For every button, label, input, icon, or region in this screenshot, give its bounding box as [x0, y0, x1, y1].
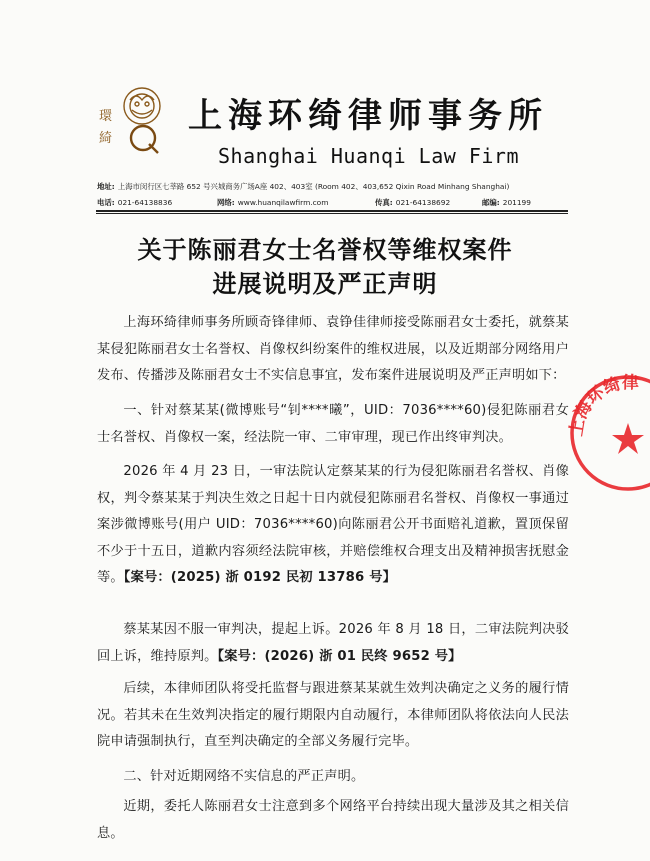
header-divider-thick — [96, 210, 568, 212]
paragraph-second-instance — [97, 617, 569, 670]
postcode-item — [482, 197, 531, 208]
second-instance-text: 蔡某某因不服一审判决，提起上诉。2026 年 8 月 18 日，二审法院判决驳回上诉，维持原判。 — [97, 622, 569, 664]
first-instance-text: 2026 年 4 月 23 日，一审法院认定蔡某某的行为侵犯陈丽君名誉权、肖像权，判令蔡某某于判决生效之日起十日内就侵犯陈丽君名誉权、肖像权一事通过案涉微博账号(用户 UID：7036****60)向陈丽君公开书面赔礼道歉，置顶保留不少于十五日，道歉内容须经法院审核，并赔偿维权合理支出及精神损害抚慰金等。 — [97, 464, 569, 585]
official-seal — [560, 365, 650, 495]
firm-name-english: Shanghai Huanqi Law Firm — [218, 144, 519, 168]
paragraph-first-instance — [97, 459, 569, 592]
header-divider-thin — [96, 213, 568, 214]
website-label: 网络: — [217, 198, 235, 207]
logo-lettering-top: 環 — [99, 109, 113, 124]
paragraph-intro: 上海环绮律师事务所顾奇锋律师、袁铮佳律师接受陈丽君女士委托，就蔡某某侵犯陈丽君女士名誉权、肖像权纠纷案件的维权进展，以及近期部分网络用户发布、传播涉及陈丽君女士不实信息事宜，发布案件进展说明及严正声明如下： — [97, 315, 569, 383]
logo-lettering-bottom: 綺 — [99, 131, 113, 146]
paragraph-recent: 近期，委托人陈丽君女士注意到多个网络平台持续出现大量涉及其之相关信息。 — [97, 799, 569, 841]
seal-star-icon — [612, 423, 644, 454]
first-instance-case-number: 【案号：(2025) 浙 0192 民初 13786 号】 — [123, 570, 396, 585]
seal-lettering: 上海环绮律 — [566, 373, 639, 438]
fax-item — [375, 197, 450, 208]
paragraph-section-one: 一、针对蔡某某(微博账号“钊****曦”，UID：7036****60)侵犯陈丽君女士名誉权、肖像权一案，经法院一审、二审审理，现已作出终审判决。 — [97, 403, 569, 445]
firm-logo — [96, 80, 174, 160]
address-line — [97, 181, 509, 192]
fax-value: 021-64138692 — [395, 198, 451, 207]
second-instance-case-number: 【案号：(2026) 浙 01 民终 9652 号】 — [217, 648, 462, 664]
paragraph-section-two: 二、针对近期网络不实信息的严正声明。 — [123, 769, 365, 784]
address-value: 上海市闵行区七莘路 652 号兴城商务广场A座 402、403室 (Room 402、403,652 Qixin Road Minhang Shanghai) — [117, 182, 510, 191]
address-label: 地址: — [97, 182, 115, 191]
paragraph-follow-up: 后续，本律师团队将受托监督与跟进蔡某某就生效判决确定之义务的履行情况。若其未在生效判决指定的履行期限内自动履行，本律师团队将依法向人民法院申请强制执行，直至判决确定的全部义务履行完毕。 — [97, 681, 569, 749]
postcode-label: 邮编: — [482, 198, 500, 207]
document-title-line2: 进展说明及严正声明 — [212, 269, 438, 298]
website-value: www.huanqilawfirm.com — [237, 198, 329, 207]
document-title-line1: 关于陈丽君女士名誉权等维权案件 — [137, 235, 513, 264]
phone-value: 021-64138836 — [117, 198, 173, 207]
phone-item — [97, 197, 172, 208]
firm-name-chinese: 上海环绮律师事务所 — [188, 96, 548, 136]
phone-label: 电话: — [97, 198, 115, 207]
postcode-value: 201199 — [502, 198, 531, 207]
website-item — [217, 197, 328, 208]
fax-label: 传真: — [375, 198, 393, 207]
